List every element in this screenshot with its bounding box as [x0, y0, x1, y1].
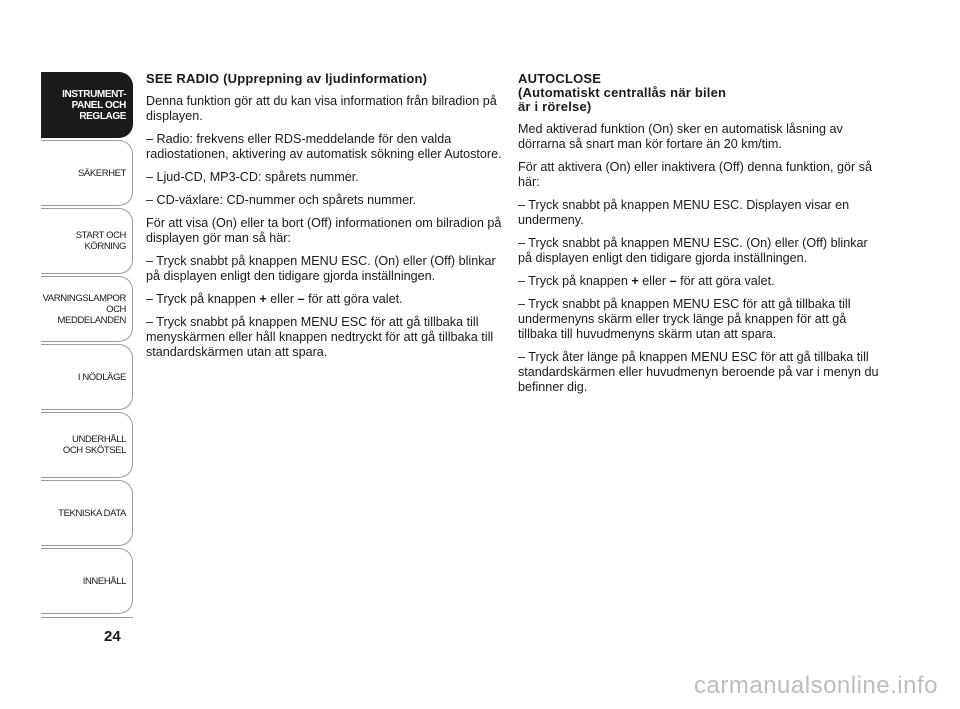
paragraph: – Tryck snabbt på knappen MENU ESC. (On) eller (Off) blinkar på displayen enligt den tidigare gjorda inställningen. — [146, 254, 496, 283]
tab-innehall[interactable]: INNEHÅLL — [41, 548, 133, 614]
see-radio-heading: SEE RADIO (Upprepning av ljudinformation) — [146, 71, 428, 86]
plus-symbol: + — [259, 292, 267, 306]
paragraph: – Tryck snabbt på knappen MENU ESC. (On) eller (Off) blinkar på displayen enligt den tidigare gjorda inställningen. — [518, 236, 868, 265]
tab-sakerhet[interactable]: SÄKERHET — [41, 140, 133, 206]
paragraph: – Radio: frekvens eller RDS-meddelande för den valda radiostationen, aktivering av automatisk sökning eller Autostore. — [146, 132, 502, 161]
left-column — [146, 72, 502, 368]
tab-start-och-korning[interactable]: START OCH KÖRNING — [41, 208, 133, 274]
paragraph: Med aktiverad funktion (On) sker en automatisk låsning av dörrarna så snart man kör fortare än 20 km/tim. — [518, 122, 843, 151]
heading-line: är i rörelse) — [518, 99, 592, 114]
plus-symbol: + — [631, 274, 639, 288]
text: eller — [638, 274, 670, 288]
page-number: 24 — [104, 628, 121, 645]
minus-symbol: – — [669, 274, 677, 288]
text: – Tryck på knappen — [146, 292, 260, 306]
tab-varningslampor-och-meddelanden[interactable]: VARNINGSLAMPOR OCH MEDDELANDEN — [41, 276, 133, 342]
autoclose-heading — [518, 72, 882, 114]
heading-line: AUTOCLOSE — [518, 71, 602, 86]
tab-underhall-och-skotsel[interactable]: UNDERHÅLL OCH SKÖTSEL — [41, 412, 133, 478]
paragraph — [518, 274, 882, 289]
heading-line: (Automatiskt centrallås när bilen — [518, 85, 727, 100]
sidebar-bottom-divider — [41, 617, 133, 618]
minus-symbol: – — [297, 292, 305, 306]
paragraph: – CD-växlare: CD-nummer och spårets nummer. — [146, 193, 417, 207]
right-column — [518, 72, 882, 403]
paragraph: För att aktivera (On) eller inaktivera (Off) denna funktion, gör så här: — [518, 160, 872, 189]
paragraph: Denna funktion gör att du kan visa information från bilradion på displayen. — [146, 94, 497, 123]
text: eller — [266, 292, 298, 306]
paragraph — [146, 292, 502, 307]
paragraph: – Tryck snabbt på knappen MENU ESC för att gå tillbaka till undermenyns skärm eller tryck länge på knappen för att gå tillbaka till huvudmenyns skärm utan att spara. — [518, 297, 851, 341]
text: – Tryck på knappen — [518, 274, 632, 288]
text: för att göra valet. — [304, 292, 403, 306]
text: för att göra valet. — [676, 274, 775, 288]
tab-tekniska-data[interactable]: TEKNISKA DATA — [41, 480, 133, 546]
tab-instrumentpanel-och-reglage[interactable]: INSTRUMENT- PANEL OCH REGLAGE — [41, 72, 133, 138]
watermark: carmanualsonline.info — [694, 672, 938, 699]
paragraph: – Ljud-CD, MP3-CD: spårets nummer. — [146, 170, 359, 184]
paragraph: – Tryck snabbt på knappen MENU ESC för att gå tillbaka till menyskärmen eller håll knappen nedtryckt för att gå tillbaka till standardskärmen utan att spara. — [146, 315, 494, 359]
paragraph: För att visa (On) eller ta bort (Off) informationen om bilradion på displayen gör man så här: — [146, 216, 502, 245]
paragraph: – Tryck åter länge på knappen MENU ESC för att gå tillbaka till standardskärmen eller huvudmenyn beroende på var i menyn du befinner dig. — [518, 350, 879, 394]
tab-i-nodlage[interactable]: I NÖDLÄGE — [41, 344, 133, 410]
paragraph: – Tryck snabbt på knappen MENU ESC. Displayen visar en undermeny. — [518, 198, 850, 227]
